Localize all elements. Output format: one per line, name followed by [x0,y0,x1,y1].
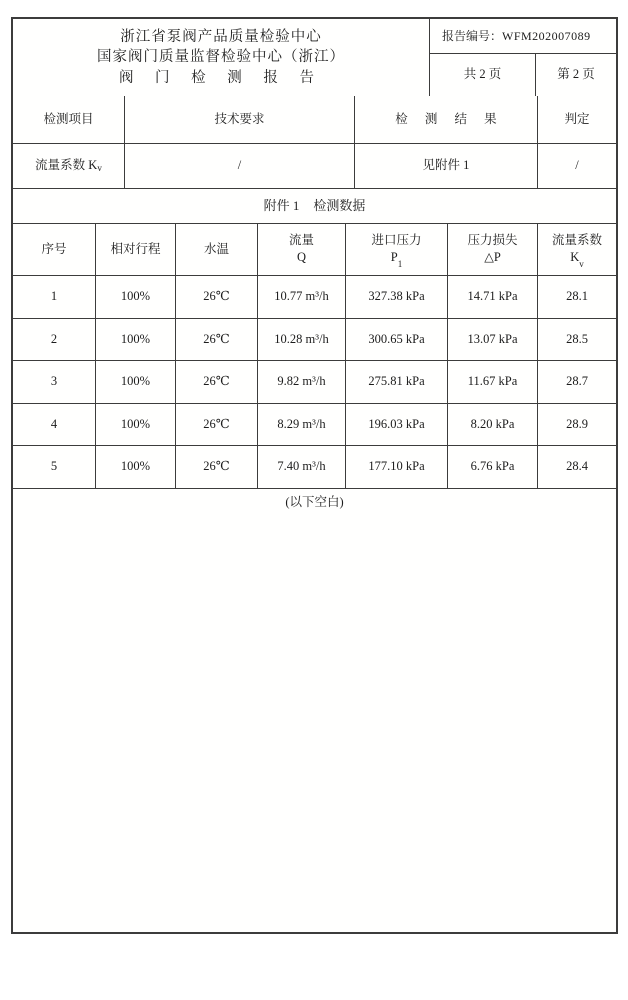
cell-inlet-pressure: 275.81 kPa [346,361,448,404]
cell-index: 4 [13,404,96,447]
col-header-index: 序号 [13,224,96,276]
col-header-flow [258,224,346,276]
cell-temp: 26℃ [176,361,258,404]
report-number-label: 报告编号： [442,28,503,43]
cell-pressure-loss: 14.71 kPa [448,276,538,319]
table-row [13,361,616,404]
total-pages-cell: 共 2 页 [430,54,536,96]
cell-stroke: 100% [96,361,176,404]
summary-col-item: 检测项目 [13,96,125,144]
cell-kv: 28.1 [538,276,616,319]
blank-below-note: (以下空白) [285,494,344,509]
cell-index: 1 [13,276,96,319]
summary-col-requirement: 技术要求 [125,96,355,144]
col-header-kv-line1: 流量系数 [551,233,602,248]
cell-kv: 28.7 [538,361,616,404]
cell-inlet-pressure: 327.38 kPa [346,276,448,319]
col-header-flow-coefficient [538,224,616,276]
cell-flow: 7.40 m³/h [258,446,346,489]
summary-col-result: 检 测 结 果 [355,96,538,144]
col-header-loss-line1: 压力损失 [467,233,518,248]
report-title: 阀 门 检 测 报 告 [118,70,324,87]
report-number-cell [430,19,616,54]
report-number-value: WFM202007089 [502,28,591,43]
cell-pressure-loss: 11.67 kPa [448,361,538,404]
cell-stroke: 100% [96,319,176,362]
table-row [13,404,616,447]
cell-pressure-loss: 13.07 kPa [448,319,538,362]
col-header-flow-symbol: Q [296,250,307,264]
cell-temp: 26℃ [176,446,258,489]
cell-stroke: 100% [96,404,176,447]
blank-remainder-area [13,489,616,932]
cell-index: 3 [13,361,96,404]
attachment-title-bar [13,189,616,224]
inlet-symbol-subscript: 1 [397,258,403,269]
letterhead-section [13,19,616,96]
summary-data-row [13,144,616,189]
cell-index: 5 [13,446,96,489]
attachment-title-text: 检测数据 [313,197,366,213]
cell-inlet-pressure: 177.10 kPa [346,446,448,489]
inspection-report-document [11,17,618,934]
col-header-relative-stroke: 相对行程 [96,224,176,276]
summary-header-row [13,96,616,144]
summary-item-cell: 流量系数 K $_v$ [13,144,125,189]
cell-kv: 28.9 [538,404,616,447]
kv-symbol-base: K [570,250,580,264]
col-header-water-temp: 水温 [176,224,258,276]
pagination-row [430,54,616,96]
cell-flow: 8.29 m³/h [258,404,346,447]
cell-flow: 10.77 m³/h [258,276,346,319]
cell-inlet-pressure: 300.65 kPa [346,319,448,362]
col-header-loss-symbol: △P [484,250,501,264]
cell-index: 2 [13,319,96,362]
summary-section [13,96,616,189]
inlet-symbol-base: P [390,250,398,264]
col-header-inlet-symbol [390,250,403,269]
cell-temp: 26℃ [176,404,258,447]
cell-flow: 9.82 m³/h [258,361,346,404]
org-name-line1: 浙江省泵阀产品质量检验中心 [120,28,322,45]
attachment-title-label: 附件 1 [263,197,300,213]
cell-stroke: 100% [96,276,176,319]
summary-requirement-cell: / [125,144,355,189]
cell-temp: 26℃ [176,319,258,362]
col-header-pressure-loss [448,224,538,276]
col-header-inlet-pressure [346,224,448,276]
org-name-line2: 国家阀门质量监督检验中心（浙江） [97,48,345,65]
summary-col-judgement: 判定 [538,96,616,144]
letterhead-right-block [430,19,616,96]
col-header-inlet-line1: 进口压力 [371,233,422,248]
summary-judgement-cell: / [538,144,616,189]
col-header-kv-symbol [570,250,584,269]
data-table-header-row [13,224,616,276]
cell-temp: 26℃ [176,276,258,319]
letterhead-title-block [13,19,430,96]
cell-pressure-loss: 8.20 kPa [448,404,538,447]
cell-pressure-loss: 6.76 kPa [448,446,538,489]
table-row [13,446,616,489]
cell-flow: 10.28 m³/h [258,319,346,362]
cell-stroke: 100% [96,446,176,489]
cell-kv: 28.4 [538,446,616,489]
summary-item-text: 流量系数 K [35,158,98,173]
cell-inlet-pressure: 196.03 kPa [346,404,448,447]
col-header-flow-line1: 流量 [288,233,314,248]
current-page-cell: 第 2 页 [557,67,595,82]
cell-kv: 28.5 [538,319,616,362]
table-row [13,276,616,319]
summary-result-cell: 见附件 1 [355,144,538,189]
table-row [13,319,616,362]
kv-symbol-subscript: v [579,258,584,269]
